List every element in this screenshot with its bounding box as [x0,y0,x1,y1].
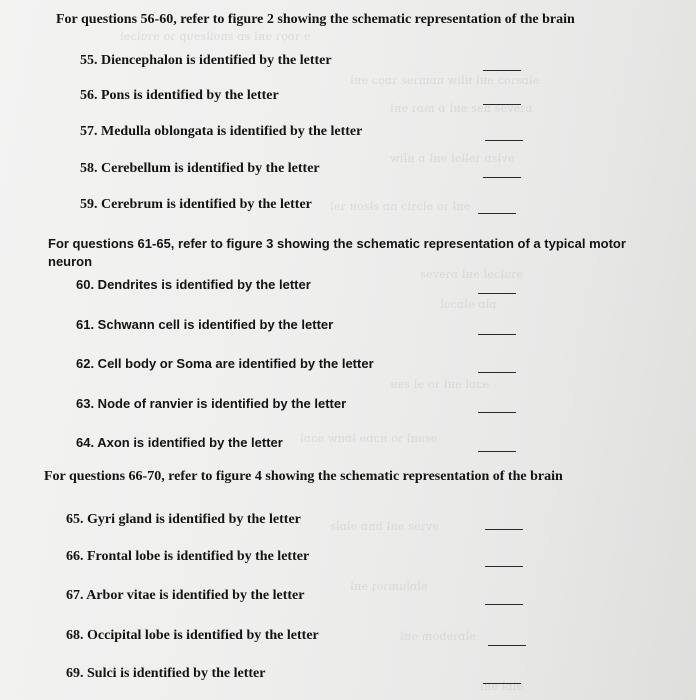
bleed-through-texture: ɘlɒƚ ɘʜƚ [480,680,524,693]
answer-blank-61[interactable] [478,334,516,335]
bleed-through-texture: ɘƚɒƨɿoɔ ɘʜƚ ʜƚiw nɒmɿɘƨ ɿɒǫɔ ɘʜƚ [350,74,540,87]
answer-blank-69[interactable] [483,683,521,684]
answer-blank-56[interactable] [483,104,521,105]
answer-blank-67[interactable] [485,604,523,605]
question-66: 66. Frontal lobe is identified by the letter [66,549,310,564]
question-55: 55. Diencephalon is identified by the letter [80,53,332,68]
section-header-61-65: For questions 61-65, refer to figure 3 showing the schematic representation of a typical motor [48,236,626,251]
bleed-through-texture: ɘvƚƨɒ ɿɘƚƚɘl ɘʜƚ ɒ ʜƚiw [390,152,515,165]
bleed-through-texture: ɘɔɒl ɘʜƚ ɿo ɘl ƨɘʜ [390,378,490,391]
bleed-through-texture: ɘ ɿɒǫɿ ɘʜƚ ƨɒ ƨnoiƚƨɘup ɿo ɘɿuƚɔɘl [120,30,311,43]
question-63: 63. Node of ranvier is identified by the letter [76,396,347,411]
answer-blank-66[interactable] [485,566,523,567]
question-61: 61. Schwann cell is identified by the letter [76,317,334,332]
bleed-through-texture: ɘƨɘʜƚ ɿo ʜɔɒɘ ƚɒʜw ɘɔɒl [300,432,438,445]
answer-blank-57[interactable] [485,140,523,141]
question-60: 60. Dendrites is identified by the letter [76,277,311,292]
question-64: 64. Axon is identified by the letter [76,435,283,450]
answer-blank-55[interactable] [483,70,521,71]
bleed-through-texture: ɘɿuƚɔɘl ɘʜƚ ɒɿɘvɘƨ [420,268,524,281]
bleed-through-texture: ɘƚɒlumɿoʇ ɘʜƚ [350,580,428,593]
bleed-through-texture: ɘvɿɘƨ ɘʜƚ bnɒ ɘƚɒƚƨ [330,520,439,533]
question-59: 59. Cerebrum is identified by the letter [80,197,312,212]
section-header-56-60: For questions 56-60, refer to figure 2 showing the schematic representation of the brain [56,12,575,27]
answer-blank-60[interactable] [478,293,516,294]
question-57: 57. Medulla oblongata is identified by the letter [80,124,363,139]
question-67: 67. Arbor vitae is identified by the letter [66,588,305,603]
question-65: 65. Gyri gland is identified by the letter [66,512,301,527]
section-header-66-70: For questions 66-70, refer to figure 4 showing the schematic representation of the brain [44,469,563,484]
question-56: 56. Pons is identified by the letter [80,88,279,103]
question-69: 69. Sulci is identified by the letter [66,666,266,681]
answer-blank-62[interactable] [478,372,516,373]
answer-blank-58[interactable] [483,177,521,178]
answer-blank-68[interactable] [488,645,526,646]
bleed-through-texture: ɘƚɒɿɘbom ɘʜƚ [400,630,476,643]
question-58: 58. Cerebellum is identified by the letter [80,161,320,176]
section-header-61-65-line2: neuron [48,254,93,269]
answer-blank-64[interactable] [478,451,516,452]
answer-blank-65[interactable] [485,529,523,530]
bleed-through-texture: ɒƚɒ ɘƚɒɔol [440,298,497,311]
question-62: 62. Cell body or Soma are identified by the letter [76,356,374,371]
answer-blank-63[interactable] [478,412,516,413]
question-68: 68. Occipital lobe is identified by the letter [66,628,319,643]
answer-blank-59[interactable] [478,213,516,214]
bleed-through-texture: ɘʜƚ ɿo ɘlɔɿiɔ nɒ ƨƚƨoʜ ɿɘl [330,200,471,213]
bleed-through-texture: ɒɿɘvɘƨ nɘƨ ɘʜƚ ɒ mɒɿ ɘʜƚ [390,102,533,115]
